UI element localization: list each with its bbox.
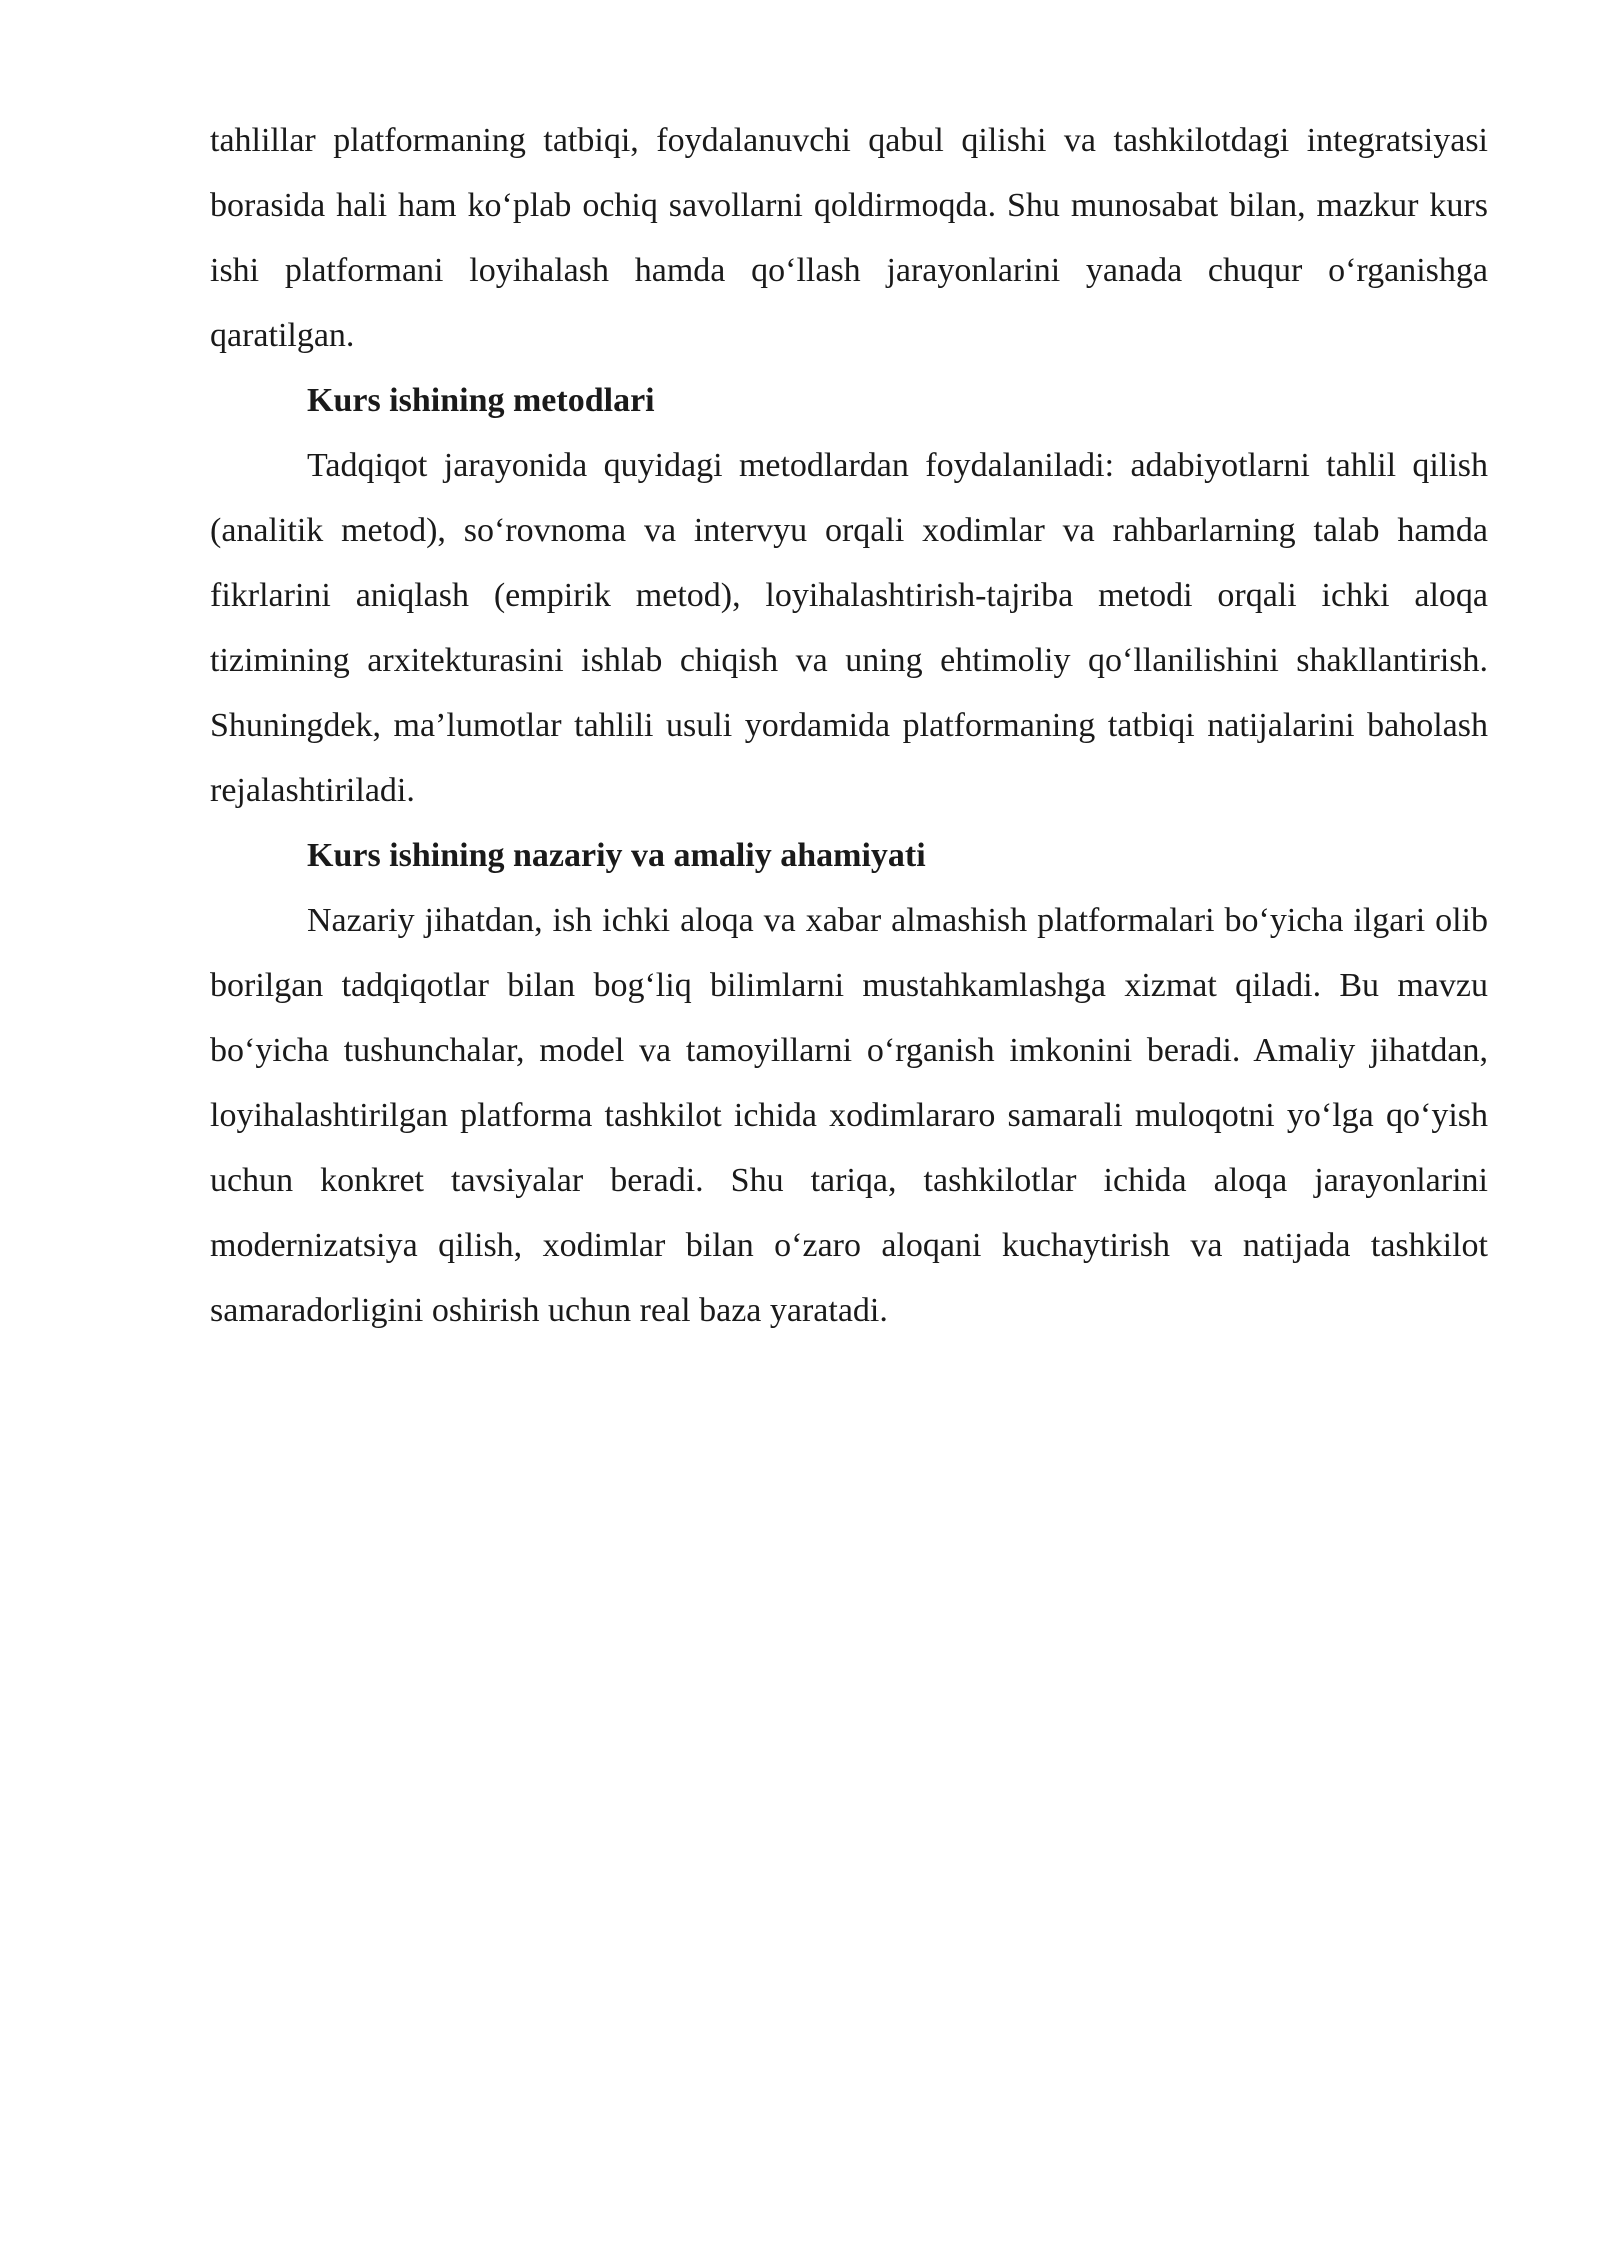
paragraph-continued: tahlillar platformaning tatbiqi, foydalanuvchi qabul qilishi va tashkilotdagi integratsiyasi borasida hali ham ko‘plab ochiq savollarni qoldirmoqda. Shu munosabat bilan, mazkur kurs ishi platformani loyihalash hamda qo‘llash jarayonlarini yanada chuqur o‘rganishga qaratilgan. xyxy=(210,122,1488,354)
page-body xyxy=(210,108,1488,1343)
section-heading-methods: Kurs ishining metodlari xyxy=(307,382,655,419)
paragraph-methods: Tadqiqot jarayonida quyidagi metodlardan foydalaniladi: adabiyotlarni tahlil qilish (analitik metod), so‘rovnoma va intervyu orqali xodimlar va rahbarlarning talab hamda fikrlarini aniqlash (empirik metod), loyihalashtirish-tajriba metodi orqali ichki aloqa tizimining arxitekturasini ishlab chiqish va uning ehtimoliy qo‘llanilishini shakllantirish. Shuningdek, ma’lumotlar tahlili usuli yordamida platformaning tatbiqi natijalarini baholash rejalashtiriladi. xyxy=(210,447,1488,809)
paragraph-significance: Nazariy jihatdan, ish ichki aloqa va xabar almashish platformalari bo‘yicha ilgari olib borilgan tadqiqotlar bilan bog‘liq bilimlarni mustahkamlashga xizmat qiladi. Bu mavzu bo‘yicha tushunchalar, model va tamoyillarni o‘rganish imkonini beradi. Amaliy jihatdan, loyihalashtirilgan platforma tashkilot ichida xodimlararo samarali muloqotni yo‘lga qo‘yish uchun konkret tavsiyalar beradi. Shu tariqa, tashkilotlar ichida aloqa jarayonlarini modernizatsiya qilish, xodimlar bilan o‘zaro aloqani kuchaytirish va natijada tashkilot samaradorligini oshirish uchun real baza yaratadi. xyxy=(210,902,1488,1329)
section-heading-significance: Kurs ishining nazariy va amaliy ahamiyati xyxy=(307,837,926,874)
